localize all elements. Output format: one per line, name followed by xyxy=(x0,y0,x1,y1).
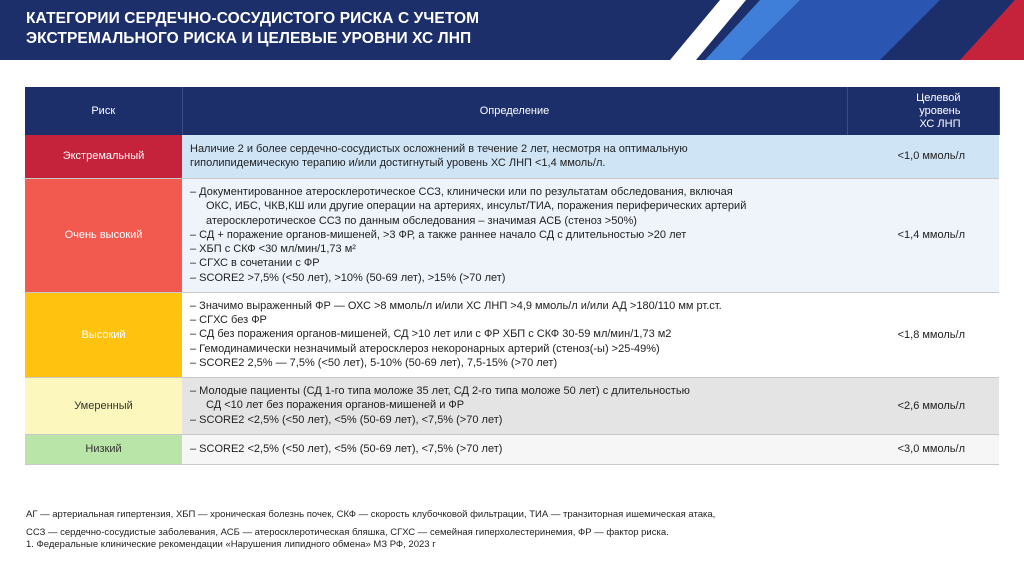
definition-line: – Документированное атеросклеротическое ССЗ, клинически или по результатам обследования, включая xyxy=(190,185,733,198)
definition-very-high xyxy=(182,178,847,292)
definition-line: – Гемодинамически незначимый атеросклероз некоронарных артерий (стеноз(-ы) >25-49%) xyxy=(190,342,660,355)
category-moderate: Умеренный xyxy=(25,377,182,434)
title-banner xyxy=(0,0,1024,60)
table-row-moderate xyxy=(25,377,999,434)
definition-extreme xyxy=(182,135,847,178)
definition-line: Наличие 2 и более сердечно-сосудистых осложнений в течение 2 лет, несмотря на оптимальную xyxy=(190,142,688,155)
definition-line: – SCORE2 <2,5% (<50 лет), <5% (50-69 лет), <7,5% (>70 лет) xyxy=(190,442,503,455)
definition-line: – SCORE2 2,5% — 7,5% (<50 лет), 5-10% (50-69 лет), 7,5-15% (>70 лет) xyxy=(190,356,558,369)
definition-line: СД <10 лет без поражения органов-мишеней и ФР xyxy=(206,399,465,412)
category-extreme: Экстремальный xyxy=(25,135,182,178)
header-risk: Риск xyxy=(25,87,182,135)
footnotes xyxy=(26,507,986,551)
table-header-row xyxy=(25,87,999,135)
definition-line: ОКС, ИБС, ЧКВ,КШ или другие операции на артериях, инсульт/ТИА, поражения периферических артерий xyxy=(206,200,747,213)
header-target-line-1: Целевой xyxy=(916,91,961,104)
target-low: <3,0 ммоль/л xyxy=(847,434,999,464)
table-row-low xyxy=(25,434,999,464)
target-high: <1,8 ммоль/л xyxy=(847,292,999,377)
definition-line: атеросклеротическое ССЗ по данным обследования – значимая АСБ (стеноз >50%) xyxy=(206,214,637,227)
definition-line: – СГХС без ФР xyxy=(190,314,267,327)
definition-line: гиполипидемическую терапию и/или достигнутый уровень ХС ЛНП <1,4 ммоль/л. xyxy=(190,157,606,170)
definition-moderate xyxy=(182,377,847,434)
category-very-high: Очень высокий xyxy=(25,178,182,292)
table-row-very-high xyxy=(25,178,999,292)
definition-high xyxy=(182,292,847,377)
definition-line: – СД без поражения органов-мишеней, СД >10 лет или с ФР ХБП с СКФ 30-59 мл/мин/1,73 м2 xyxy=(190,328,672,341)
definition-line: – Молодые пациенты (СД 1-го типа моложе 35 лет, СД 2-го типа моложе 50 лет) с длительностью xyxy=(190,385,690,398)
risk-categories-table xyxy=(25,87,1000,465)
target-very-high: <1,4 ммоль/л xyxy=(847,178,999,292)
header-target-line-3: ХС ЛНП xyxy=(919,117,961,130)
definition-line: – ХБП с СКФ <30 мл/мин/1,73 м² xyxy=(190,243,356,256)
footnote-reference: 1. Федеральные клинические рекомендации «Нарушения липидного обмена» МЗ РФ, 2023 г xyxy=(26,539,436,550)
target-extreme: <1,0 ммоль/л xyxy=(847,135,999,178)
category-high: Высокий xyxy=(25,292,182,377)
table-row-extreme xyxy=(25,135,999,178)
target-moderate: <2,6 ммоль/л xyxy=(847,377,999,434)
footnote-abbreviations-2: ССЗ — сердечно-сосудистые заболевания, АСБ — атеросклеротическая бляшка, СГХС — семейная гиперхолестеринемия, ФР — фактор риска. xyxy=(26,527,669,538)
definition-line: – СД + поражение органов-мишеней, >3 ФР, а также раннее начало СД с длительностью >20 лет xyxy=(190,228,687,241)
category-low: Низкий xyxy=(25,434,182,464)
header-target-level xyxy=(847,87,999,135)
definition-line: – Значимо выраженный ФР — ОХС >8 ммоль/л и/или ХС ЛНП >4,9 ммоль/л и/или АД >180/110 мм рт.ст. xyxy=(190,299,722,312)
definition-low xyxy=(182,434,847,464)
definition-line: – СГХС в сочетании с ФР xyxy=(190,257,320,270)
definition-line: – SCORE2 <2,5% (<50 лет), <5% (50-69 лет), <7,5% (>70 лет) xyxy=(190,413,503,426)
footnote-abbreviations-1: АГ — артериальная гипертензия, ХБП — хроническая болезнь почек, СКФ — скорость клубочковой фильтрации, ТИА — транзиторная ишемическая атака, xyxy=(26,509,716,520)
header-definition: Определение xyxy=(182,87,847,135)
decorative-stripes-graphic xyxy=(0,0,1024,60)
page-title-line-2: ЭКСТРЕМАЛЬНОГО РИСКА И ЦЕЛЕВЫЕ УРОВНИ ХС ЛНП xyxy=(26,30,472,47)
header-target-line-2: уровень xyxy=(919,104,961,117)
definition-line: – SCORE2 >7,5% (<50 лет), >10% (50-69 лет), >15% (>70 лет) xyxy=(190,271,506,284)
table-row-high xyxy=(25,292,999,377)
page-title-line-1: КАТЕГОРИИ СЕРДЕЧНО-СОСУДИСТОГО РИСКА С УЧЕТОМ xyxy=(26,10,480,27)
